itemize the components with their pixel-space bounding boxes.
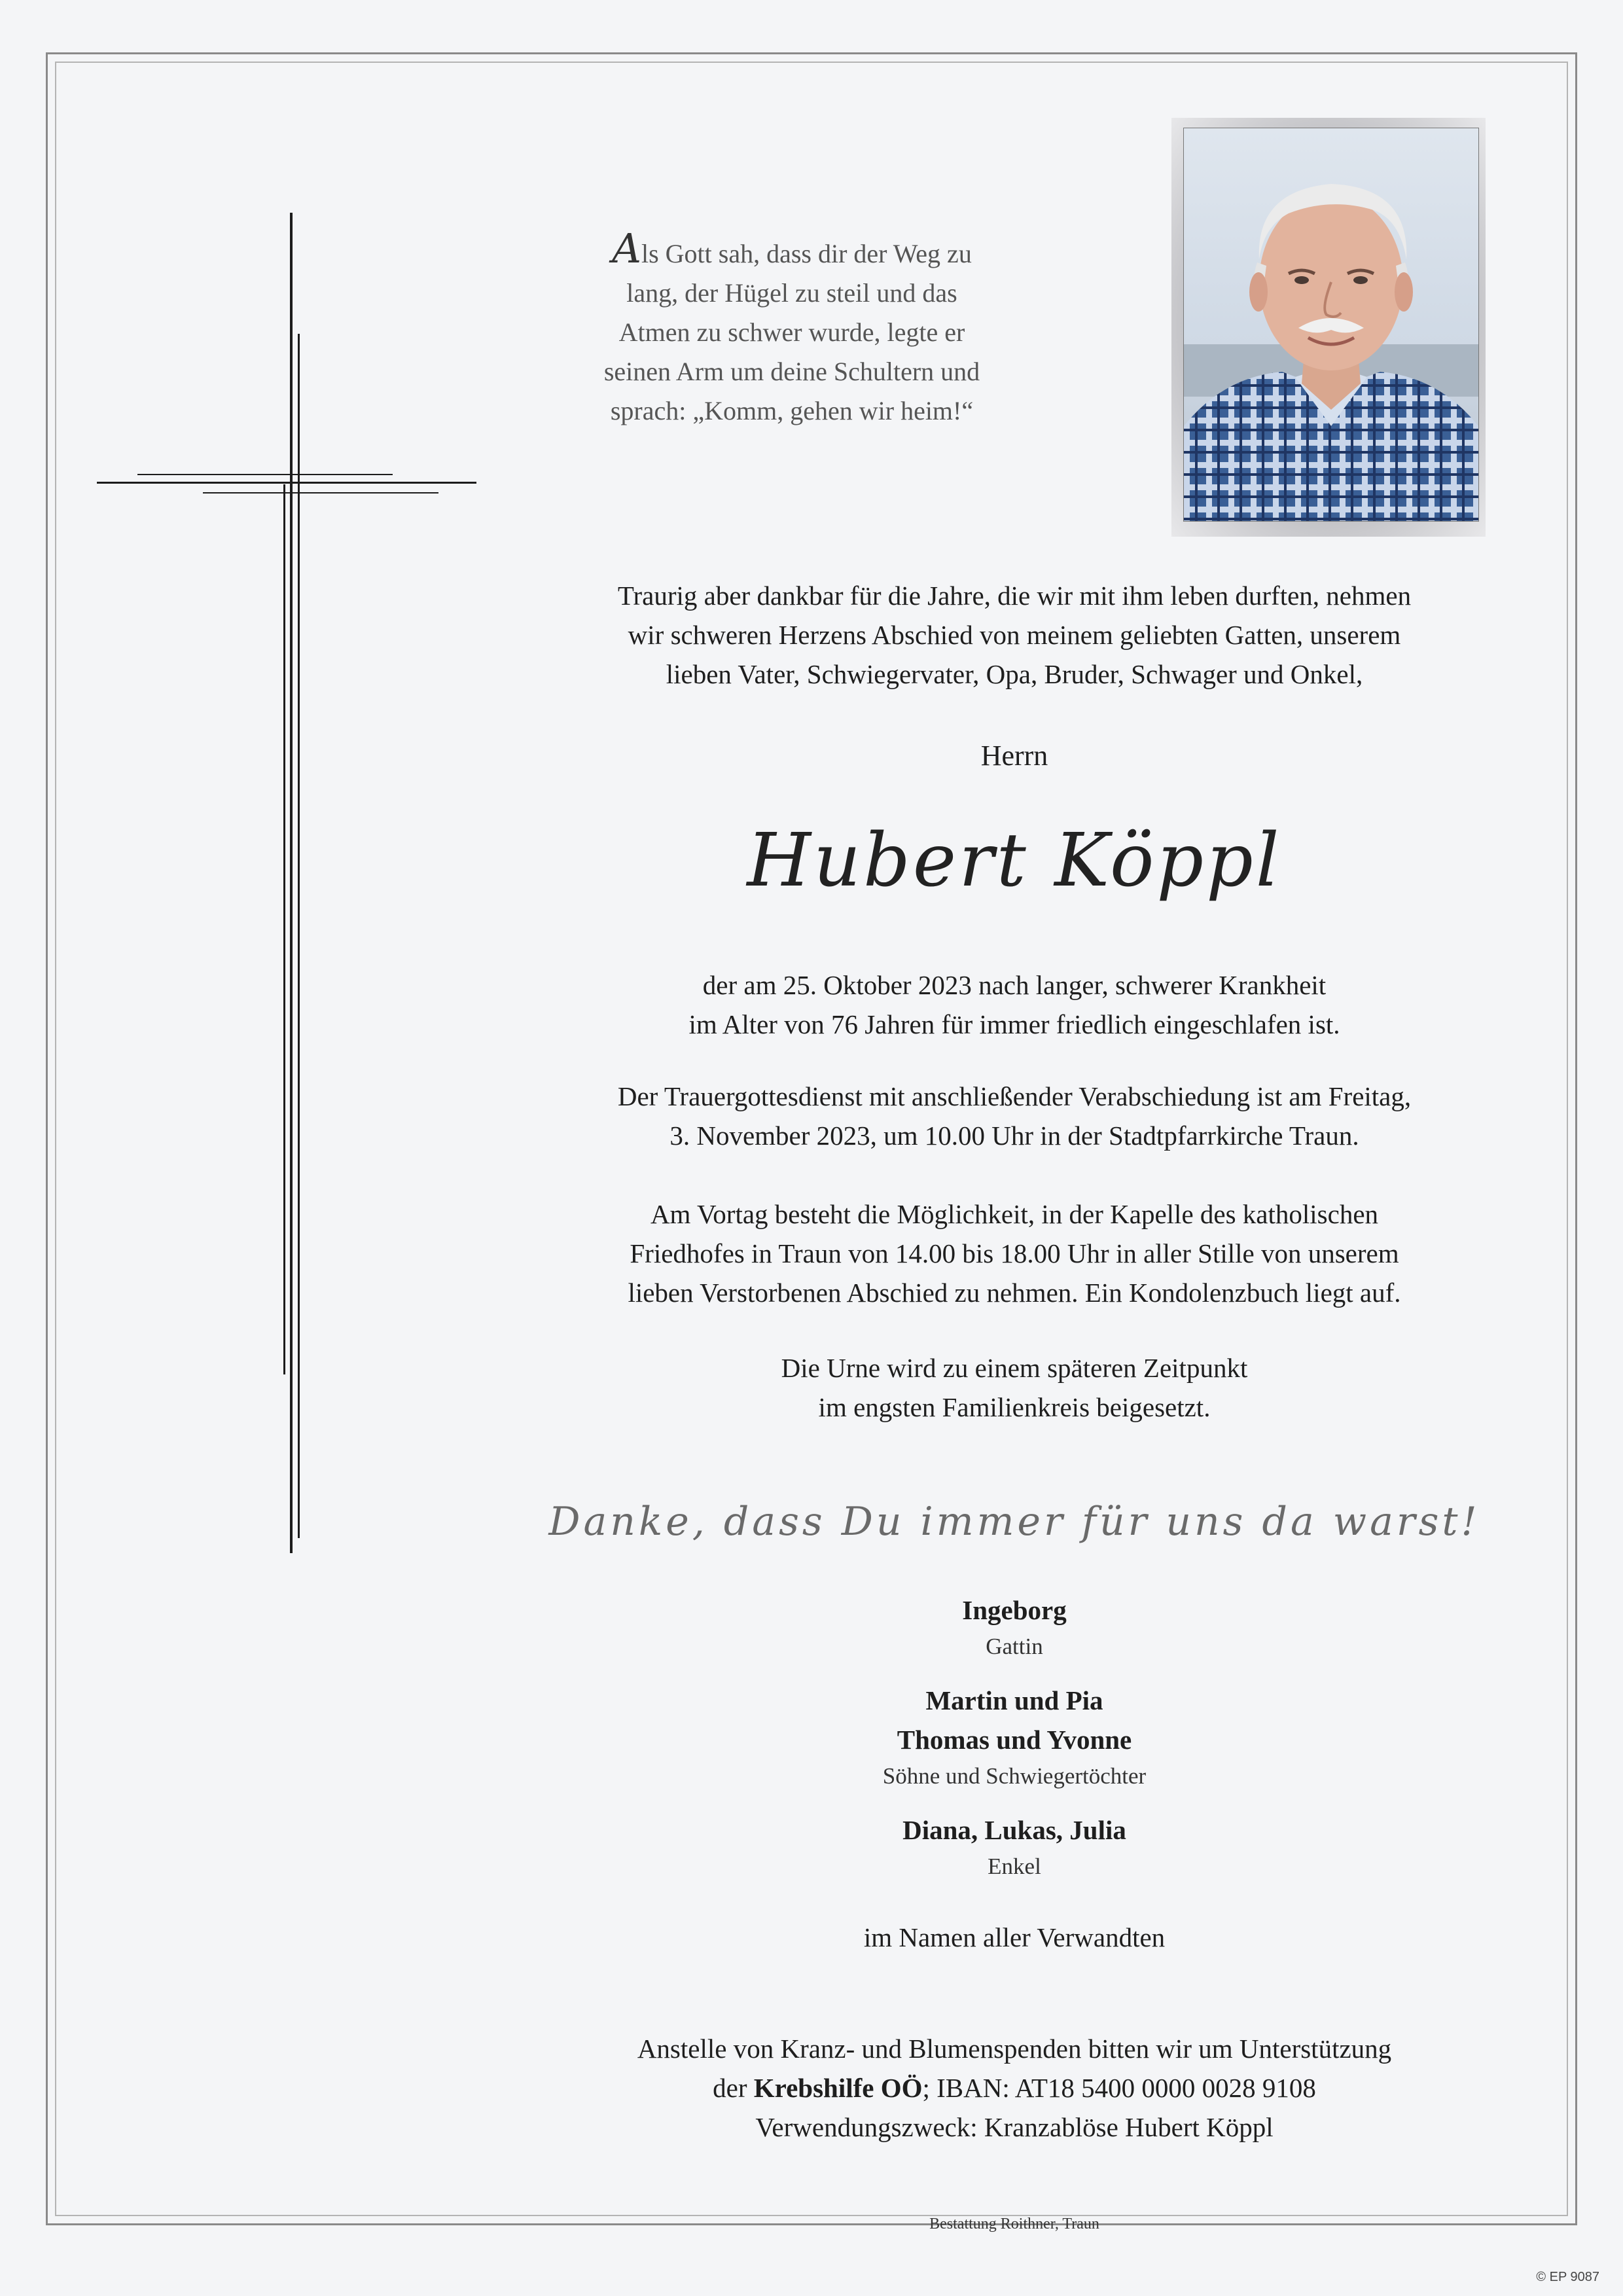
donation-paragraph: Anstelle von Kranz- und Blumenspenden bitten wir um Unterstützung der Krebshilfe OÖ; IBAN: AT18 5400 0000 0028 9108 Verwendungszweck: Kranzablöse Hubert Köppl [637, 2034, 1392, 2142]
undertaker: Bestattung Roithner, Traun [929, 2215, 1099, 2233]
family-name: Martin und Pia [925, 1685, 1103, 1715]
family-name: Ingeborg [962, 1595, 1067, 1625]
poem [550, 224, 1034, 431]
salutation: Herrn [980, 740, 1048, 772]
family-role: Enkel [988, 1854, 1041, 1879]
relatives-line: im Namen aller Verwandten [863, 1922, 1166, 1952]
family-role: Gattin [986, 1634, 1043, 1659]
poem-line: Als Gott sah, dass dir der Weg zu [612, 224, 972, 272]
charity-name: Krebshilfe OÖ [753, 2073, 923, 2103]
poem-line: lang, der Hügel zu steil und das [626, 278, 957, 308]
family-role: Söhne und Schwiegertöchter [882, 1763, 1147, 1789]
poem-line: seinen Arm um deine Schultern und [603, 357, 980, 386]
portrait-photo [1183, 128, 1479, 522]
thanks-line: Danke, dass Du immer für uns da warst! [548, 1499, 1480, 1545]
family-name: Thomas und Yvonne [897, 1725, 1132, 1755]
death-paragraph: der am 25. Oktober 2023 nach langer, schwerer Krankheit im Alter von 76 Jahren für immer friedlich eingeschlafen ist. [688, 970, 1340, 1039]
intro-paragraph: Traurig aber dankbar für die Jahre, die wir mit ihm leben durften, nehmen wir schweren Herzens Abschied von meinem geliebten Gatten, unserem lieben Vater, Schwiegervater, Opa, Bruder, Schwager und Onkel, [617, 581, 1412, 689]
template-code: © EP 9087 [1536, 2270, 1599, 2284]
poem-initial: A [612, 224, 641, 272]
poem-line: sprach: „Komm, gehen wir heim!“ [610, 396, 974, 425]
deceased-name: Hubert Köppl [747, 818, 1282, 903]
poem-line: Atmen zu schwer wurde, legte er [618, 317, 965, 347]
viewing-paragraph: Am Vortag besteht die Möglichkeit, in der Kapelle des katholischen Friedhofes in Traun von 14.00 bis 18.00 Uhr in aller Stille von unserem lieben Verstorbenen Abschied zu nehmen. Ein Kondolenzbuch liegt auf. [628, 1199, 1401, 1308]
urn-paragraph: Die Urne wird zu einem späteren Zeitpunkt im engsten Familienkreis beigesetzt. [781, 1353, 1248, 1422]
service-paragraph: Der Trauergottesdienst mit anschließender Verabschiedung ist am Freitag, 3. November 2023, um 10.00 Uhr in der Stadtpfarrkirche Traun. [617, 1081, 1412, 1151]
family-name: Diana, Lukas, Julia [902, 1815, 1126, 1845]
family-block [497, 1590, 1531, 1884]
